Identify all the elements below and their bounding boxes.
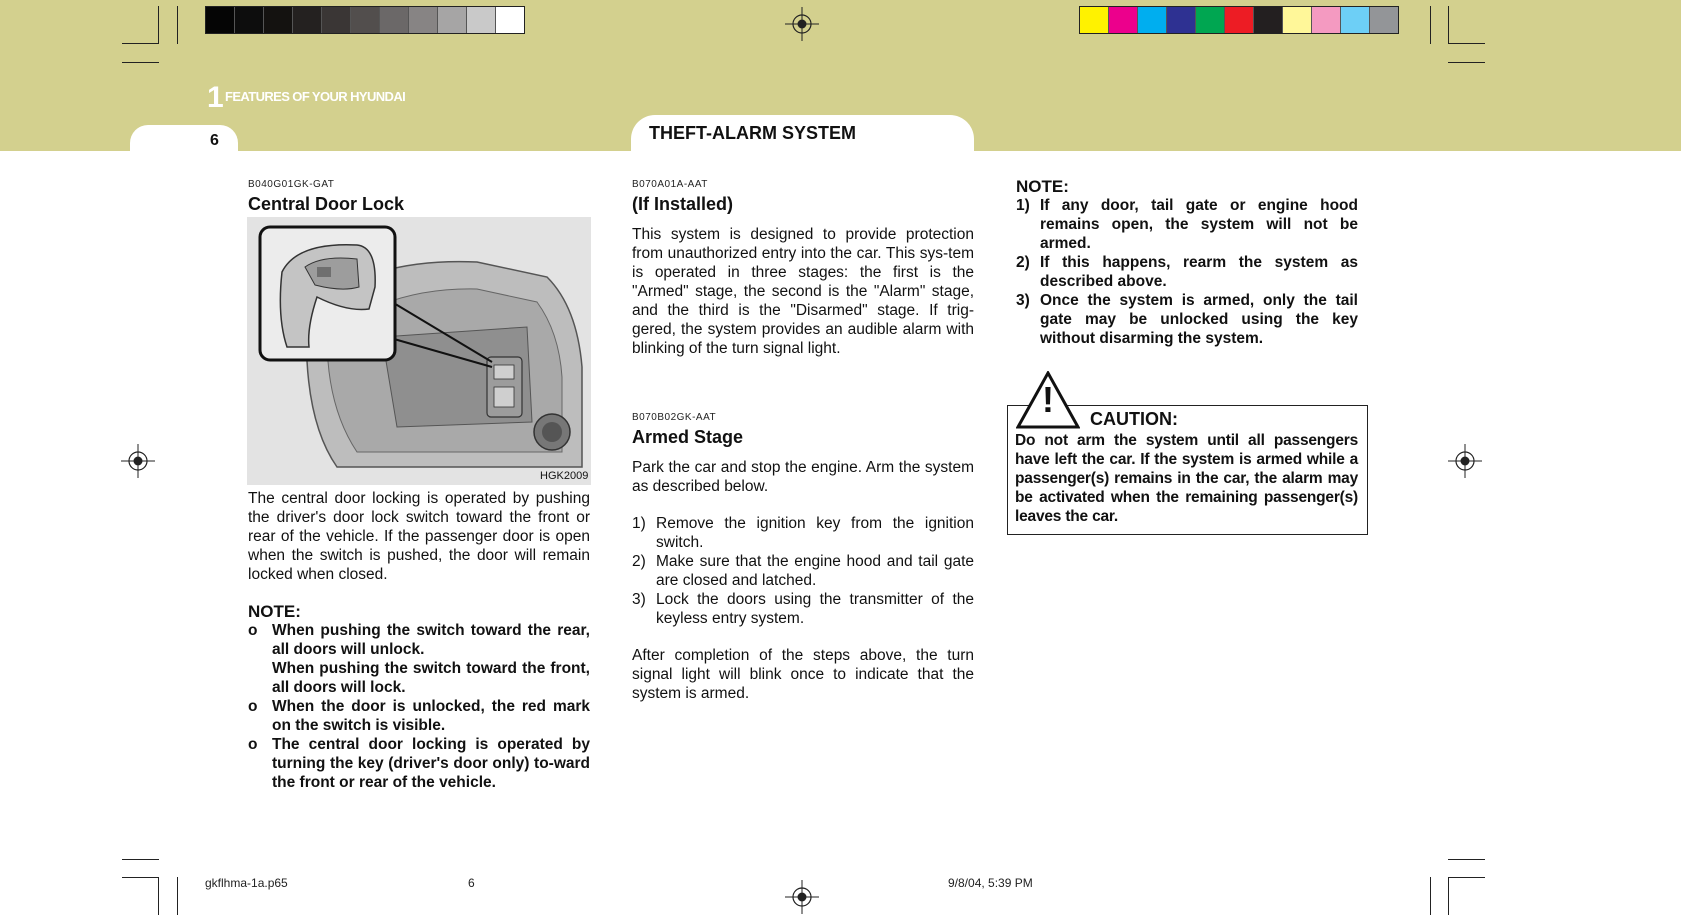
figure-label: HGK2009 <box>540 470 589 482</box>
list-item <box>248 697 590 735</box>
registration-mark-icon <box>1448 444 1482 478</box>
color-swatch <box>1225 7 1254 33</box>
door-lock-figure <box>247 217 591 485</box>
right-note-heading: NOTE: <box>1016 177 1069 196</box>
note-number: 1) <box>1016 197 1030 214</box>
left-note-list <box>248 621 590 792</box>
crop-mark <box>158 877 159 915</box>
grayscale-swatch <box>438 7 467 33</box>
middle-heading-2: Armed Stage <box>632 427 744 447</box>
color-swatch <box>1080 7 1109 33</box>
note-text: When pushing the switch toward the front, all doors will lock. <box>272 660 590 696</box>
warning-exclamation: ! <box>1042 379 1054 420</box>
step-number: 3) <box>632 591 646 608</box>
grayscale-swatch <box>235 7 264 33</box>
right-note-list <box>1016 196 1358 348</box>
color-swatch <box>1196 7 1225 33</box>
caution-heading: CAUTION: <box>1090 409 1178 429</box>
grayscale-swatch <box>322 7 351 33</box>
page-number: 6 <box>210 132 219 149</box>
left-heading: Central Door Lock <box>248 194 405 214</box>
footer-timestamp: 9/8/04, 5:39 PM <box>948 876 1033 890</box>
crop-mark <box>177 6 178 44</box>
crop-mark <box>122 859 159 860</box>
crop-mark <box>158 6 159 44</box>
footer-page: 6 <box>468 876 475 890</box>
note-text: Once the system is armed, only the tail gate may be unlocked using the key without disarming the system. <box>1040 292 1358 347</box>
grayscale-swatch <box>380 7 409 33</box>
grayscale-swatch <box>409 7 438 33</box>
left-section-code: B040G01GK-GAT <box>248 179 335 190</box>
grayscale-swatch <box>467 7 496 33</box>
crop-mark <box>1448 43 1485 44</box>
bullet-marker: o <box>248 736 258 753</box>
right-note-column <box>1016 177 1358 348</box>
grayscale-calibration-strip <box>205 6 525 34</box>
crop-mark <box>1430 877 1431 915</box>
chapter-number: 1 <box>207 81 224 114</box>
crop-mark <box>1448 877 1449 915</box>
color-swatch <box>1283 7 1312 33</box>
list-item <box>1016 196 1358 253</box>
step-text: Lock the doors using the transmitter of the keyless entry system. <box>656 591 974 627</box>
crop-mark <box>122 43 159 44</box>
list-item <box>248 735 590 792</box>
left-note-heading: NOTE: <box>248 602 301 621</box>
list-item <box>1016 253 1358 291</box>
color-swatch <box>1341 7 1370 33</box>
middle-body-1 <box>632 225 974 358</box>
step-number: 1) <box>632 515 646 532</box>
list-item <box>248 621 590 697</box>
alarm-system-description: This system is designed to provide protection from unauthorized entry into the car. This sys-tem is operated in three stages: the first is the "Armed" stage, the second is the "Alarm" stage, and the third is the "Disarmed" stage. If trig-gered, the system provides an audible alarm with blinking of the turn signal light. <box>632 226 974 357</box>
color-calibration-strip <box>1079 6 1399 34</box>
step-text: Remove the ignition key from the ignition switch. <box>656 515 974 551</box>
registration-mark-icon <box>121 444 155 478</box>
note-text: When pushing the switch toward the rear, all doors will unlock. <box>272 622 590 658</box>
color-swatch <box>1109 7 1138 33</box>
crop-mark <box>177 877 178 915</box>
footer-filename: gkflhma-1a.p65 <box>205 876 288 890</box>
grayscale-swatch <box>206 7 235 33</box>
note-text: If any door, tail gate or engine hood remains open, the system will not be armed. <box>1040 197 1358 252</box>
list-item <box>632 514 974 552</box>
grayscale-swatch <box>264 7 293 33</box>
step-text: Make sure that the engine hood and tail gate are closed and latched. <box>656 553 974 589</box>
middle-section-code-1: B070A01A-AAT <box>632 179 708 190</box>
crop-mark <box>1448 62 1485 63</box>
armed-stage-conclusion: After completion of the steps above, the turn signal light will blink once to indicate that the system is armed. <box>632 647 974 702</box>
note-number: 2) <box>1016 254 1030 271</box>
crop-mark <box>1430 6 1431 44</box>
arming-steps-list <box>632 514 974 628</box>
grayscale-swatch <box>351 7 380 33</box>
caution-text: Do not arm the system until all passengers have left the car. If the system is armed while a passenger(s) remains in the car, the alarm may be activated when the remaining passenger(s) leaves the car. <box>1015 432 1358 525</box>
list-item <box>1016 291 1358 348</box>
color-swatch <box>1370 7 1398 33</box>
crop-mark <box>1448 859 1485 860</box>
note-number: 3) <box>1016 292 1030 309</box>
left-body-column <box>248 489 590 792</box>
crop-mark <box>1448 877 1485 878</box>
color-swatch <box>1167 7 1196 33</box>
list-item <box>632 552 974 590</box>
note-text: The central door locking is operated by turning the key (driver's door only) to-ward the front or rear of the vehicle. <box>272 736 590 791</box>
registration-mark-icon <box>785 880 819 914</box>
registration-mark-icon <box>785 7 819 41</box>
middle-heading-1: (If Installed) <box>632 194 734 214</box>
note-text: If this happens, rearm the system as described above. <box>1040 254 1358 290</box>
section-title: THEFT-ALARM SYSTEM <box>649 123 856 143</box>
crop-mark <box>1448 6 1449 44</box>
crop-mark <box>122 877 159 878</box>
step-number: 2) <box>632 553 646 570</box>
armed-stage-intro: Park the car and stop the engine. Arm the system as described below. <box>632 459 974 495</box>
color-swatch <box>1254 7 1283 33</box>
chapter-title: FEATURES OF YOUR HYUNDAI <box>225 89 406 104</box>
central-door-lock-description: The central door locking is operated by pushing the driver's door lock switch toward the front or rear of the vehicle. If the passenger door is open when the switch is pushed, the door will remain locked when closed. <box>248 490 590 583</box>
grayscale-swatch <box>293 7 322 33</box>
page-number-tab <box>130 125 238 157</box>
color-swatch <box>1138 7 1167 33</box>
crop-mark <box>122 62 159 63</box>
door-panel-illustration <box>247 217 591 485</box>
list-item <box>632 590 974 628</box>
color-swatch <box>1312 7 1341 33</box>
middle-body-2 <box>632 458 974 703</box>
grayscale-swatch <box>496 7 524 33</box>
middle-section-code-2: B070B02GK-AAT <box>632 412 717 423</box>
note-text: When the door is unlocked, the red mark on the switch is visible. <box>272 698 590 734</box>
bullet-marker: o <box>248 698 258 715</box>
bullet-marker: o <box>248 622 258 639</box>
